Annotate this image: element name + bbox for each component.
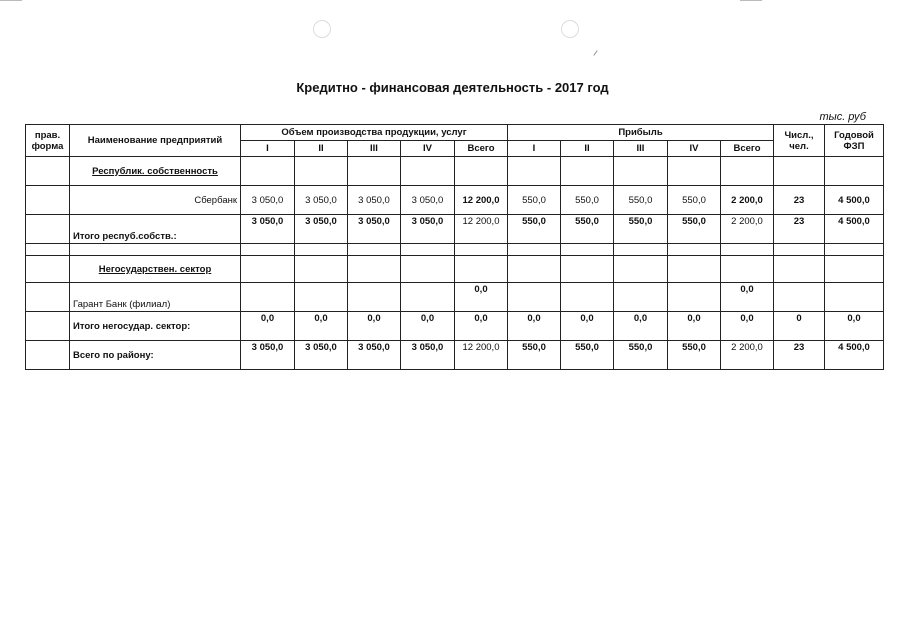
cell-volume-q2: 3 050,0 xyxy=(295,215,348,244)
cell-profit-total: 0,0 xyxy=(721,283,774,312)
header-profit-total: Всего xyxy=(721,141,774,157)
cell-volume-q3: 0,0 xyxy=(348,312,401,341)
cell-empty xyxy=(26,283,70,312)
cell-empty xyxy=(825,283,884,312)
header-enterprise-name: Наименование предприятий xyxy=(70,125,241,157)
cell-volume-total: 12 200,0 xyxy=(455,215,508,244)
cell-empty xyxy=(348,157,401,186)
cell-profit-q2: 550,0 xyxy=(561,186,614,215)
scan-edge-mark-left xyxy=(0,0,22,1)
enterprise-name-garant: Гарант Банк (филиал) xyxy=(70,283,241,312)
cell-fzp: 4 500,0 xyxy=(825,215,884,244)
cell-empty xyxy=(508,283,561,312)
cell-empty xyxy=(668,283,721,312)
cell-volume-total: 12 200,0 xyxy=(455,341,508,370)
cell-empty xyxy=(26,157,70,186)
cell-empty xyxy=(774,283,825,312)
cell-staff: 23 xyxy=(774,341,825,370)
cell-volume-q4: 3 050,0 xyxy=(401,341,455,370)
cell-empty xyxy=(561,157,614,186)
cell-empty xyxy=(614,157,668,186)
cell-volume-q3: 3 050,0 xyxy=(348,186,401,215)
cell-empty xyxy=(614,283,668,312)
cell-empty xyxy=(295,157,348,186)
cell-empty xyxy=(455,244,508,256)
header-row-1 xyxy=(26,125,884,141)
table-row-total-republic xyxy=(26,215,884,244)
cell-empty xyxy=(348,256,401,283)
cell-empty xyxy=(508,157,561,186)
header-volume-q4: IV xyxy=(401,141,455,157)
header-annual-payroll xyxy=(825,125,884,157)
cell-empty xyxy=(70,244,241,256)
cell-empty xyxy=(721,157,774,186)
cell-fzp: 0,0 xyxy=(825,312,884,341)
cell-empty xyxy=(26,256,70,283)
cell-volume-q3: 3 050,0 xyxy=(348,215,401,244)
cell-empty xyxy=(241,256,295,283)
header-staff-line2: чел. xyxy=(789,140,809,152)
cell-volume-q4: 3 050,0 xyxy=(401,215,455,244)
cell-profit-q3: 550,0 xyxy=(614,341,668,370)
cell-volume-q1: 3 050,0 xyxy=(241,186,295,215)
cell-empty xyxy=(668,157,721,186)
cell-empty xyxy=(668,244,721,256)
cell-empty xyxy=(561,283,614,312)
cell-profit-q1: 0,0 xyxy=(508,312,561,341)
header-profit-q2: II xyxy=(561,141,614,157)
header-legal-form xyxy=(26,125,70,157)
cell-empty xyxy=(721,256,774,283)
header-legal-form-line1: прав. xyxy=(34,129,61,141)
cell-staff: 23 xyxy=(774,215,825,244)
cell-empty xyxy=(348,283,401,312)
enterprise-name-total-republic: Итого респуб.собств.: xyxy=(70,215,241,244)
cell-empty xyxy=(774,244,825,256)
spacer-row xyxy=(26,244,884,256)
cell-empty xyxy=(26,215,70,244)
cell-empty xyxy=(401,244,455,256)
enterprise-name-total-district: Всего по району: xyxy=(70,341,241,370)
cell-empty xyxy=(295,244,348,256)
scan-edge-mark-right xyxy=(740,0,762,1)
cell-profit-total: 2 200,0 xyxy=(721,186,774,215)
cell-volume-q2: 0,0 xyxy=(295,312,348,341)
cell-empty xyxy=(668,256,721,283)
table-row-total-district xyxy=(26,341,884,370)
header-profit-q1: I xyxy=(508,141,561,157)
cell-empty xyxy=(825,157,884,186)
cell-profit-q3: 550,0 xyxy=(614,186,668,215)
section-title-private: Негосударствен. сектор xyxy=(70,256,241,283)
cell-volume-q3: 3 050,0 xyxy=(348,341,401,370)
cell-empty xyxy=(455,256,508,283)
cell-volume-total: 0,0 xyxy=(455,312,508,341)
cell-empty xyxy=(26,312,70,341)
cell-empty xyxy=(241,157,295,186)
header-fzp-line1: Годовой xyxy=(834,129,874,141)
cell-fzp: 4 500,0 xyxy=(825,186,884,215)
cell-empty xyxy=(614,244,668,256)
cell-profit-q2: 550,0 xyxy=(561,215,614,244)
units-label: тыс. руб xyxy=(819,111,866,123)
section-row-private xyxy=(26,256,884,283)
cell-volume-q4: 3 050,0 xyxy=(401,186,455,215)
header-legal-form-line2: форма xyxy=(31,140,64,152)
cell-empty xyxy=(455,157,508,186)
header-profit-q4: IV xyxy=(668,141,721,157)
section-row-republic xyxy=(26,157,884,186)
cell-empty xyxy=(26,244,70,256)
cell-empty xyxy=(561,244,614,256)
cell-empty xyxy=(508,244,561,256)
cell-empty xyxy=(401,157,455,186)
document-title: Кредитно - финансовая деятельность - 2017 год xyxy=(296,80,609,95)
cell-empty xyxy=(561,256,614,283)
table-row-sberbank xyxy=(26,186,884,215)
enterprise-name-sberbank: Сбербанк xyxy=(70,186,241,215)
punch-hole-right xyxy=(561,20,579,38)
cell-profit-q4: 0,0 xyxy=(668,312,721,341)
cell-staff: 23 xyxy=(774,186,825,215)
cell-volume-q2: 3 050,0 xyxy=(295,186,348,215)
cell-profit-q1: 550,0 xyxy=(508,215,561,244)
cell-empty xyxy=(401,256,455,283)
cell-profit-q4: 550,0 xyxy=(668,186,721,215)
cell-volume-q1: 3 050,0 xyxy=(241,215,295,244)
punch-hole-left xyxy=(313,20,331,38)
cell-profit-q2: 0,0 xyxy=(561,312,614,341)
cell-empty xyxy=(348,244,401,256)
scan-speck xyxy=(593,50,597,55)
cell-empty xyxy=(241,283,295,312)
header-staff-line1: Числ., xyxy=(784,129,814,141)
cell-profit-q1: 550,0 xyxy=(508,186,561,215)
header-volume-q3: III xyxy=(348,141,401,157)
header-volume-total: Всего xyxy=(455,141,508,157)
cell-empty xyxy=(825,256,884,283)
header-production-volume: Объем производства продукции, услуг xyxy=(241,125,508,141)
cell-volume-total: 12 200,0 xyxy=(455,186,508,215)
cell-profit-q2: 550,0 xyxy=(561,341,614,370)
cell-volume-q2: 3 050,0 xyxy=(295,341,348,370)
header-volume-q1: I xyxy=(241,141,295,157)
cell-profit-total: 0,0 xyxy=(721,312,774,341)
report-table xyxy=(25,124,884,370)
cell-empty xyxy=(721,244,774,256)
cell-staff: 0 xyxy=(774,312,825,341)
cell-volume-total: 0,0 xyxy=(455,283,508,312)
cell-volume-q1: 0,0 xyxy=(241,312,295,341)
cell-volume-q4: 0,0 xyxy=(401,312,455,341)
header-staff-count xyxy=(774,125,825,157)
cell-profit-q4: 550,0 xyxy=(668,215,721,244)
cell-empty xyxy=(295,283,348,312)
cell-empty xyxy=(241,244,295,256)
cell-empty xyxy=(774,256,825,283)
cell-empty xyxy=(774,157,825,186)
cell-profit-total: 2 200,0 xyxy=(721,341,774,370)
cell-profit-total: 2 200,0 xyxy=(721,215,774,244)
header-fzp-line2: ФЗП xyxy=(843,140,865,152)
cell-profit-q4: 550,0 xyxy=(668,341,721,370)
cell-volume-q1: 3 050,0 xyxy=(241,341,295,370)
cell-empty xyxy=(295,256,348,283)
table-row-total-private xyxy=(26,312,884,341)
cell-empty xyxy=(26,341,70,370)
cell-profit-q1: 550,0 xyxy=(508,341,561,370)
cell-profit-q3: 550,0 xyxy=(614,215,668,244)
table-row-garant xyxy=(26,283,884,312)
cell-empty xyxy=(401,283,455,312)
enterprise-name-total-private: Итого негосудар. сектор: xyxy=(70,312,241,341)
cell-profit-q3: 0,0 xyxy=(614,312,668,341)
cell-empty xyxy=(26,186,70,215)
cell-empty xyxy=(825,244,884,256)
cell-empty xyxy=(614,256,668,283)
header-profit-q3: III xyxy=(614,141,668,157)
header-profit: Прибыль xyxy=(508,125,774,141)
header-volume-q2: II xyxy=(295,141,348,157)
section-title-republic: Республик. собственность xyxy=(70,157,241,186)
cell-fzp: 4 500,0 xyxy=(825,341,884,370)
cell-empty xyxy=(508,256,561,283)
